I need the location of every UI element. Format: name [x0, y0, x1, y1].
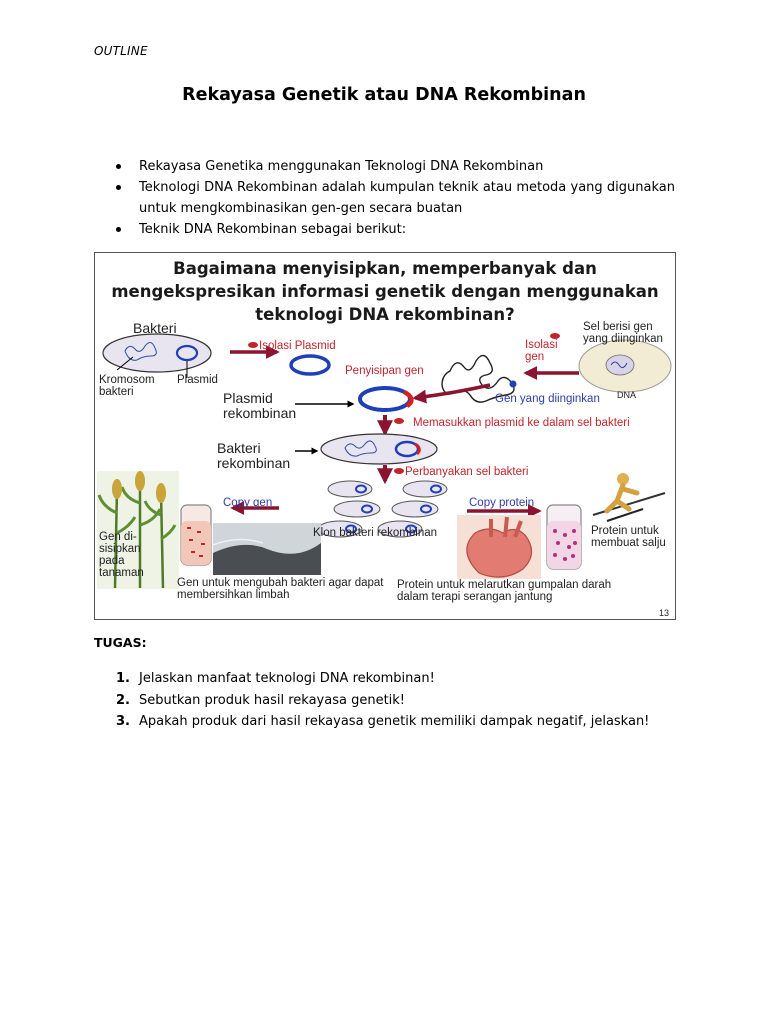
label-klon: Klon bakteri rekombinan [313, 527, 438, 539]
label-protein-darah: Protein untuk melarutkan gumpalan darah dalam terapi serangan jantung [397, 579, 612, 603]
outline-header: OUTLINE [94, 44, 148, 58]
task-number: 2. [116, 692, 130, 708]
task-text: Apakah produk dari hasil rekayasa genetik memiliki dampak negatif, jelaskan! [139, 714, 650, 729]
label-copy-gen: Copy gen [223, 497, 273, 509]
task-text: Jelaskan manfaat teknologi DNA rekombinan! [139, 671, 435, 686]
label-gen-diinginkan: Gen yang diinginkan [495, 393, 600, 405]
donor-cell [579, 340, 671, 392]
label-protein-salju: Protein untuk membuat salju [591, 525, 666, 549]
recombinant-plasmid [360, 388, 410, 410]
tugas-heading: TUGAS: [94, 635, 147, 650]
bacterium-cell [103, 334, 211, 372]
label-penyisipan-gen: Penyisipan gen [345, 365, 424, 377]
task-number: 1. [116, 671, 130, 686]
step-dot [394, 468, 404, 474]
task-text: Sebutkan produk hasil rekayasa genetik! [139, 692, 406, 708]
recombinant-dna-diagram [94, 252, 676, 620]
label-bakteri-rekombinan: Bakteri rekombinan [217, 440, 291, 471]
label-gen-tanaman: Gen di-sisipkan pada tanaman [99, 531, 144, 579]
bullet-item: Teknik DNA Rekombinan sebagai berikut: [112, 219, 675, 240]
label-isolasi-gen: Isolasi gen [525, 339, 558, 363]
label-isolasi-plasmid: Isolasi Plasmid [259, 340, 336, 352]
label-dna: DNA [617, 390, 637, 400]
diagram-heading: Bagaimana menyisipkan, memperbanyak dan mengekspresikan informasi genetik dengan menggunakan teknologi DNA rekombinan? [111, 259, 659, 324]
label-plasmid-rekombinan: Plasmid rekombinan [223, 390, 297, 421]
task-item [116, 711, 676, 733]
task-item [116, 690, 676, 712]
heart-image [457, 515, 541, 579]
task-number: 3. [116, 714, 130, 729]
label-perbanyakan: Perbanyakan sel bakteri [405, 466, 529, 478]
gene-marker [510, 381, 517, 388]
bullet-item: Teknologi DNA Rekombinan adalah kumpulan teknik atau metoda yang digunakan untuk mengkombinasikan gen-gen secara buatan [112, 177, 675, 219]
task-list [116, 668, 676, 733]
task-item [116, 668, 676, 690]
arrow [415, 385, 490, 398]
test-tube-protein [547, 505, 581, 569]
wastewater-image [213, 523, 321, 575]
label-memasukkan: Memasukkan plasmid ke dalam sel bakteri [413, 417, 630, 429]
label-plasmid: Plasmid [177, 374, 218, 386]
slide-number: 13 [659, 608, 670, 618]
label-sel-gen: Sel berisi gen yang diinginkan [583, 321, 663, 345]
bullet-list [112, 156, 675, 240]
label-kromosom: Kromosom bakteri [99, 374, 155, 398]
step-dot [394, 418, 404, 424]
label-gen-limbah: Gen untuk mengubah bakteri agar dapat membersihkan limbah [177, 577, 384, 601]
test-tube-gene [181, 505, 211, 565]
bullet-item: Rekayasa Genetika menggunakan Teknologi DNA Rekombinan [112, 156, 675, 177]
step-dot [248, 342, 258, 348]
recombinant-bacterium [321, 434, 437, 464]
isolated-plasmid [291, 356, 329, 374]
label-bakteri: Bakteri [133, 320, 177, 336]
label-copy-protein: Copy protein [469, 497, 535, 509]
page-title: Rekayasa Genetik atau DNA Rekombinan [182, 85, 586, 105]
